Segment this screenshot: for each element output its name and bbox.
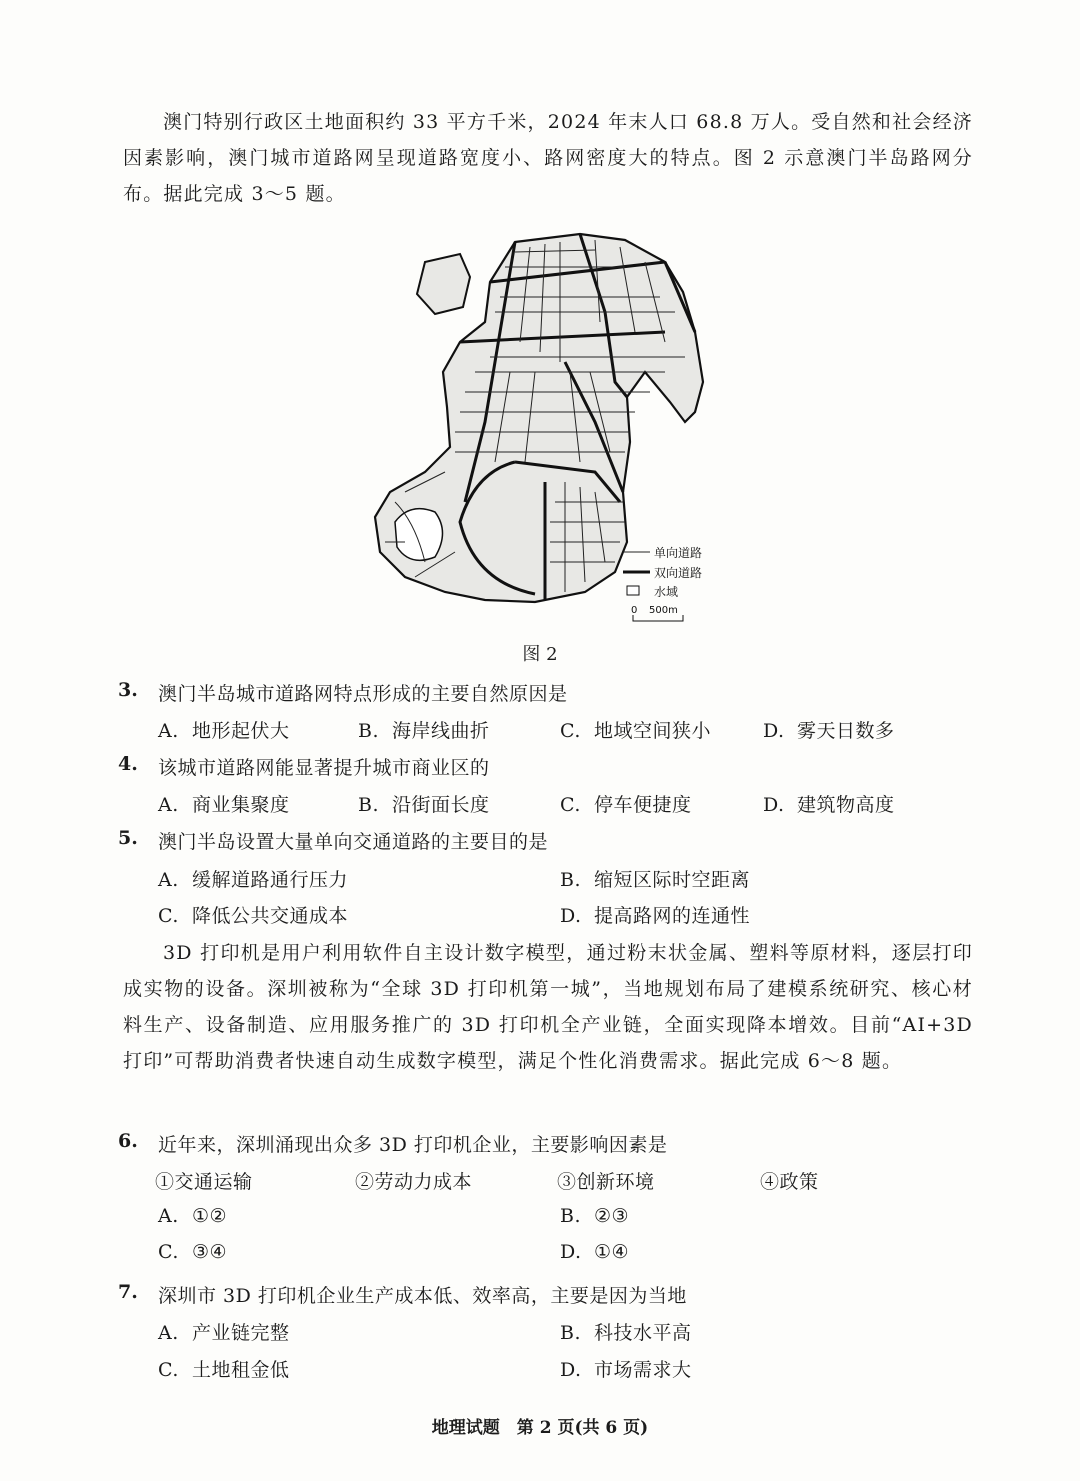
water-area-lake — [395, 509, 443, 561]
question-6-option-d[interactable]: D. ①④ — [560, 1241, 630, 1263]
map-legend — [623, 546, 702, 621]
question-7-number: 7. — [118, 1281, 138, 1303]
question-5-number: 5. — [118, 827, 138, 849]
question-6-factor-2: ②劳动力成本 — [355, 1171, 473, 1193]
question-6-option-c[interactable]: C. ③④ — [158, 1241, 228, 1263]
macau-road-network-map — [365, 222, 730, 627]
question-4-option-c[interactable]: C. 停车便捷度 — [560, 794, 692, 816]
question-5-option-d[interactable]: D. 提高路网的连通性 — [560, 905, 751, 927]
scale-zero-label: 0 — [631, 605, 638, 616]
question-4-option-d[interactable]: D. 建筑物高度 — [763, 794, 895, 816]
legend-two-way-label: 双向道路 — [654, 566, 703, 580]
question-3-number: 3. — [118, 679, 138, 701]
question-6-stem: 近年来，深圳涌现出众多 3D 打印机企业，主要影响因素是 — [158, 1134, 668, 1156]
intro-paragraph-3d-printing: 3D 打印机是用户利用软件自主设计数字模型，通过粉末状金属、塑料等原材料，逐层打印成实物的设备。深圳被称为“全球 3D 打印机第一城”，当地规划布局了建模系统研究、核心材料生产、设备制造、应用服务推广的 3D 打印机全产业链，全面实现降本增效。目前“AI+3D 打印”可帮助消费者快速自动生成数字模型，满足个性化消费需求。据此完成 6～8 题。 — [123, 942, 973, 1072]
question-4-number: 4. — [118, 753, 138, 775]
page-footer: 地理试题 第 2 页(共 6 页) — [431, 1418, 649, 1438]
question-6-factor-4: ④政策 — [760, 1171, 819, 1193]
question-3-option-a[interactable]: A. 地形起伏大 — [158, 720, 290, 742]
legend-one-way-label: 单向道路 — [654, 546, 703, 560]
question-6-option-b[interactable]: B. ②③ — [560, 1205, 630, 1227]
question-3-option-b[interactable]: B. 海岸线曲折 — [358, 720, 490, 742]
intro-paragraph-macau: 澳门特别行政区土地面积约 33 平方千米，2024 年末人口 68.8 万人。受自然和社会经济因素影响，澳门城市道路网呈现道路宽度小、路网密度大的特点。图 2 示意澳门半岛路网分布。据此完成 3～5 题。 — [123, 111, 973, 205]
legend-water-symbol — [627, 586, 639, 595]
question-7-option-d[interactable]: D. 市场需求大 — [560, 1359, 692, 1381]
question-6-factor-3: ③创新环境 — [557, 1171, 655, 1193]
question-7-option-c[interactable]: C. 土地租金低 — [158, 1359, 290, 1381]
scale-distance-label: 500m — [649, 605, 678, 616]
legend-water-label: 水域 — [654, 585, 679, 599]
north-west-block — [417, 254, 470, 314]
question-5-option-c[interactable]: C. 降低公共交通成本 — [158, 905, 349, 927]
question-5-option-b[interactable]: B. 缩短区际时空距离 — [560, 869, 751, 891]
question-7-option-a[interactable]: A. 产业链完整 — [158, 1322, 290, 1344]
question-5-stem: 澳门半岛设置大量单向交通道路的主要目的是 — [158, 831, 549, 853]
question-6-number: 6. — [118, 1130, 138, 1152]
question-3-stem: 澳门半岛城市道路网特点形成的主要自然原因是 — [158, 683, 568, 705]
question-6-factor-1: ①交通运输 — [155, 1171, 253, 1193]
question-7-stem: 深圳市 3D 打印机企业生产成本低、效率高，主要是因为当地 — [158, 1285, 687, 1307]
question-6-option-a[interactable]: A. ①② — [158, 1205, 228, 1227]
question-4-stem: 该城市道路网能显著提升城市商业区的 — [158, 757, 490, 779]
question-4-option-a[interactable]: A. 商业集聚度 — [158, 794, 290, 816]
figure-caption: 图 2 — [522, 644, 558, 665]
question-4-option-b[interactable]: B. 沿街面长度 — [358, 794, 490, 816]
question-3-option-d[interactable]: D. 雾天日数多 — [763, 720, 895, 742]
question-7-option-b[interactable]: B. 科技水平高 — [560, 1322, 692, 1344]
question-5-option-a[interactable]: A. 缓解道路通行压力 — [158, 869, 349, 891]
question-3-option-c[interactable]: C. 地域空间狭小 — [560, 720, 712, 742]
